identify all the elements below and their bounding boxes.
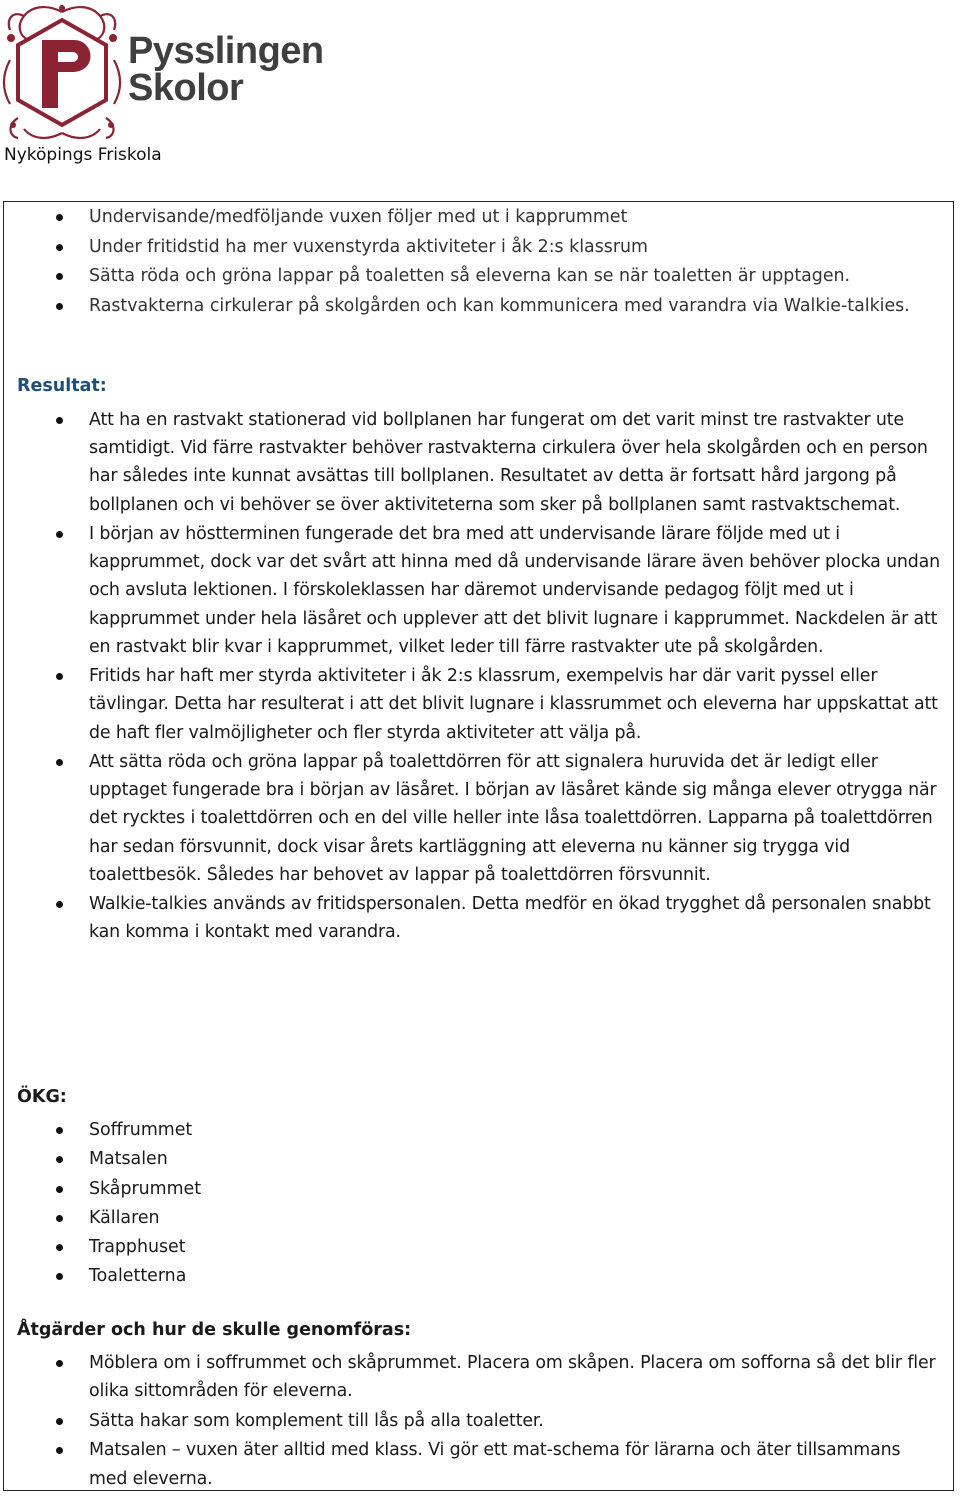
list-item: Soffrummet xyxy=(0,1116,940,1145)
list-item: Under fritidstid ha mer vuxenstyrda aktiviteter i åk 2:s klassrum xyxy=(0,233,940,263)
okg-list xyxy=(0,1116,940,1292)
atgarder-heading: Åtgärder och hur de skulle genomföras: xyxy=(17,1320,412,1340)
okg-heading: ÖKG: xyxy=(17,1087,67,1107)
list-item: Toaletterna xyxy=(0,1262,940,1291)
pysslingen-logo-icon xyxy=(2,0,122,145)
list-item: Sätta hakar som komplement till lås på alla toaletter. xyxy=(0,1407,940,1435)
list-item: Att sätta röda och gröna lappar på toalettdörren för att signalera huruvida det är ledigt eller upptaget fungerade bra i början av läsåret. I början av läsåret kände sig många elever otrygga när det rycktes i toalettdörren och en del ville heller inte låsa toalettdörren. Lapparna på toalettdörren har sedan försvunnit, dock visar årets kartläggning att eleverna nu känner sig trygga vid toalettbesök. Således har behovet av lappar på toalettdörren försvunnit. xyxy=(0,748,940,889)
list-item: Fritids har haft mer styrda aktiviteter i åk 2:s klassrum, exempelvis har där varit pyssel eller tävlingar. Detta har resulterat i att det blivit lugnare i klassrummet och eleverna har uppskattat att de haft fler valmöjligheter och fler styrda aktiviteter att välja på. xyxy=(0,662,940,747)
list-item: Källaren xyxy=(0,1204,940,1233)
list-item: Rastvakterna cirkulerar på skolgården och kan kommunicera med varandra via Walkie-talkies. xyxy=(0,292,940,322)
list-item: I början av höstterminen fungerade det bra med att undervisande lärare följde med ut i kapprummet, dock var det svårt att hinna med då undervisande lärare även behöver plocka undan och avsluta lektionen. I förskoleklassen har däremot undervisande pedagog följt med ut i kapprummet under hela läsåret och upplever att det blivit lugnare i kapprummet. Nackdelen är att en rastvakt blir kvar i kapprummet, vilket leder till färre rastvakter ute på skolgården. xyxy=(0,520,940,661)
list-item: Att ha en rastvakt stationerad vid bollplanen har fungerat om det varit minst tre rastvakter ute samtidigt. Vid färre rastvakter behöver rastvakterna cirkulera över hela skolgården och en person har således inte kunnat avsättas till bollplanen. Resultatet av detta är fortsatt hård jargong på bollplanen och vi behöver se över aktiviteterna som sker på bollplanen samt rastvaktschemat. xyxy=(0,406,940,519)
brand-name xyxy=(128,30,324,109)
brand-name-line1: Pysslingen xyxy=(128,30,324,72)
list-item: Möblera om i soffrummet och skåprummet. Placera om skåpen. Placera om sofforna så det blir fler olika sittområden för eleverna. xyxy=(0,1349,940,1406)
list-item: Walkie-talkies används av fritidspersonalen. Detta medför en ökad trygghet då personalen snabbt kan komma i kontakt med varandra. xyxy=(0,890,940,946)
list-item: Trapphuset xyxy=(0,1233,940,1262)
list-item: Skåprummet xyxy=(0,1175,940,1204)
list-item: Sätta röda och gröna lappar på toaletten så eleverna kan se när toaletten är upptagen. xyxy=(0,262,940,292)
list-item: Undervisande/medföljande vuxen följer med ut i kapprummet xyxy=(0,203,940,233)
resultat-list xyxy=(0,406,940,948)
school-name: Nyköpings Friskola xyxy=(4,145,162,165)
intro-list xyxy=(0,203,940,321)
list-item: Matsalen – vuxen äter alltid med klass. Vi gör ett mat-schema för lärarna och äter tillsammans med eleverna. xyxy=(0,1436,940,1493)
brand-name-line2: Skolor xyxy=(128,67,244,109)
list-item: Matsalen xyxy=(0,1145,940,1174)
resultat-heading: Resultat: xyxy=(17,376,107,396)
atgarder-list xyxy=(0,1349,940,1494)
